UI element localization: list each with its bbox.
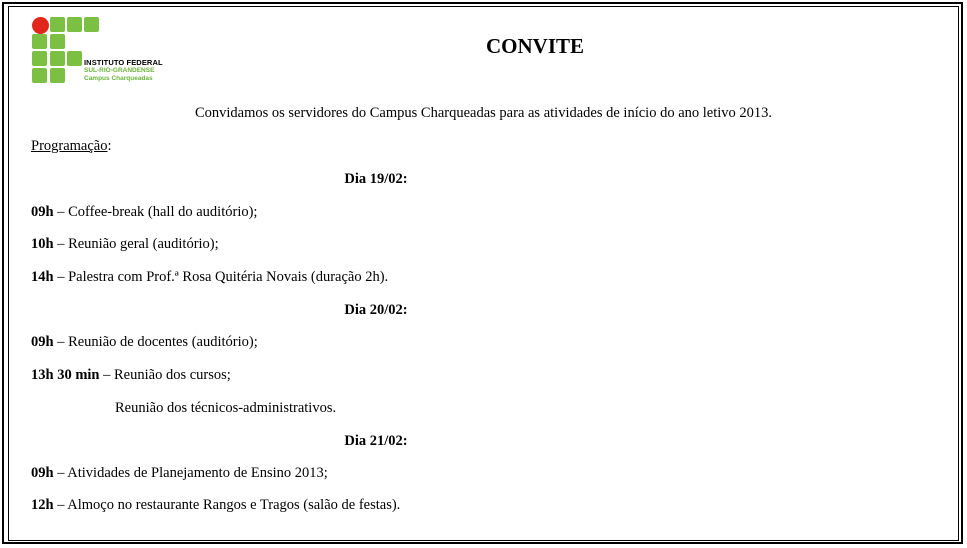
schedule-item — [31, 204, 257, 221]
schedule-item — [31, 465, 328, 482]
item-text: – Palestra com Prof.ª Rosa Quitéria Novais (duração 2h). — [53, 269, 389, 285]
document-title: CONVITE — [485, 34, 585, 58]
item-time: 13h 30 min — [31, 367, 100, 383]
item-text: Reunião dos técnicos-administrativos. — [115, 400, 337, 416]
item-time: 09h — [31, 204, 54, 220]
intro-text: Convidamos os servidores do Campus Charqueadas para as atividades de início do ano letivo 2013. — [194, 105, 773, 121]
item-time: 10h — [31, 236, 54, 252]
schedule-item — [31, 334, 258, 351]
program-heading: Programação: — [31, 138, 112, 154]
schedule-item — [31, 497, 400, 514]
schedule-item — [115, 400, 336, 417]
item-time: 09h — [31, 465, 54, 481]
logo-line-3: Campus Charqueadas — [84, 75, 153, 82]
item-text: – Almoço no restaurante Rangos e Tragos (salão de festas). — [53, 497, 401, 513]
item-time: 09h — [31, 334, 54, 350]
schedule-item — [31, 367, 231, 384]
logo-line-2: SUL-RIO-GRANDENSE — [84, 67, 155, 74]
item-text: – Reunião geral (auditório); — [53, 236, 219, 252]
day-heading: Dia 21/02: — [344, 433, 408, 449]
item-time: 14h — [31, 269, 54, 285]
day-heading: Dia 20/02: — [344, 302, 408, 318]
logo-line-1: INSTITUTO FEDERAL — [84, 58, 163, 67]
institution-logo — [31, 16, 171, 86]
day-heading: Dia 19/02: — [344, 171, 408, 187]
schedule-item — [31, 269, 388, 286]
item-time: 12h — [31, 497, 54, 513]
item-text: – Reunião dos cursos; — [99, 367, 231, 383]
schedule-item — [31, 236, 219, 253]
item-text: – Coffee-break (hall do auditório); — [53, 204, 258, 220]
program-label: Programação — [31, 138, 108, 154]
item-text: – Atividades de Planejamento de Ensino 2013; — [53, 465, 328, 481]
item-text: – Reunião de docentes (auditório); — [53, 334, 258, 350]
